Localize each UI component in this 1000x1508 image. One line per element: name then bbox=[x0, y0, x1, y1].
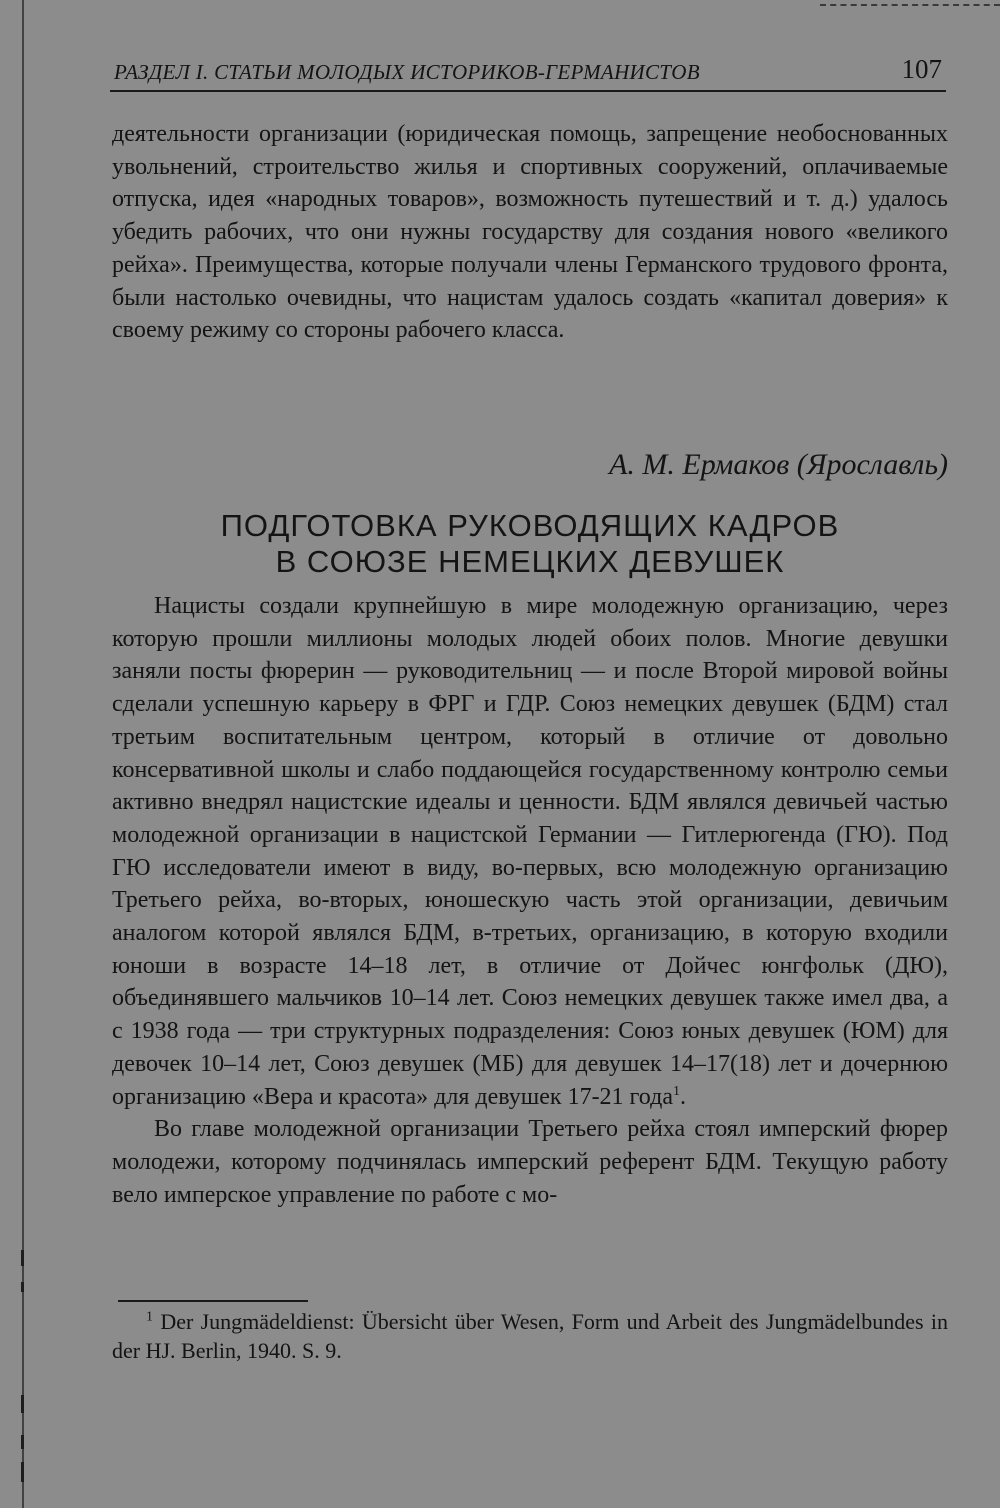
footnote-number: 1 bbox=[146, 1309, 153, 1325]
edge-mark bbox=[21, 1395, 24, 1413]
paragraph bbox=[112, 590, 948, 1113]
article-author: А. М. Ермаков (Ярославль) bbox=[609, 448, 948, 481]
paragraph: деятельности организации (юридическая помощь, запрещение необоснованных увольнений, строительство жилья и спортивных сооружений, оплачиваемые отпуска, идея «народных товаров», возможность путешествий и т. д.) удалось убедить рабочих, что они нужны государству для создания нового «великого рейха». Преимущества, которые получали члены Германского трудового фронта, были настолько очевидны, что нацистам удалось создать «капитал доверия» к своему режиму со стороны рабочего класса. bbox=[112, 121, 948, 344]
article-title-line: В СОЮЗЕ НЕМЕЦКИХ ДЕВУШЕК bbox=[275, 544, 785, 579]
edge-mark bbox=[21, 1250, 24, 1266]
previous-article-text bbox=[112, 118, 948, 347]
paragraph: Во главе молодежной организации Третьего рейха стоял имперский фюрер молодежи, которому подчинялась имперский референт БДМ. Текущую работу вело имперское управление по работе с мо- bbox=[112, 1116, 948, 1208]
running-title: РАЗДЕЛ I. СТАТЬИ МОЛОДЫХ ИСТОРИКОВ-ГЕРМАНИСТОВ bbox=[114, 60, 700, 84]
paragraph-end: . bbox=[679, 1083, 686, 1110]
edge-mark bbox=[21, 1462, 24, 1482]
footnote-text: Der Jungmädeldienst: Übersicht über Wesen, Form und Arbeit des Jungmädelbundes in der HJ. Berlin, 1940. S. 9. bbox=[112, 1309, 948, 1363]
edge-mark bbox=[21, 1282, 24, 1292]
article-title-line: ПОДГОТОВКА РУКОВОДЯЩИХ КАДРОВ bbox=[220, 508, 840, 543]
running-header bbox=[110, 50, 946, 92]
footnote-reference: 1 bbox=[672, 1083, 680, 1099]
article-body bbox=[112, 590, 948, 1211]
page-number: 107 bbox=[901, 54, 942, 84]
paragraph-text: Нацисты создали крупнейшую в мире молодежную организацию, через которую прошли миллионы молодых людей обоих полов. Многие девушки заняли посты фюрерин — руководительниц — и после Второй мировой войны сделали успешную карьеру в ФРГ и ГДР. Союз немецких девушек (БДМ) стал третьим воспитательным центром, который в отличие от довольно консервативной школы и слабо поддающейся государственному контролю семьи активно внедрял нацистские идеалы и ценности. БДМ являлся девичьей частью молодежной организации в нацистской Германии — Гитлерюгенда (ГЮ). Под ГЮ исследователи имеют в виду, во-первых, всю молодежную организацию Третьего рейха, во-вторых, юношескую часть этой организации, девичьим аналогом которой являлся БДМ, в-третьих, организацию, в которую входили юноши в возрасте 14–18 лет, в отличие от Дойчес юнгфольк (ДЮ), объединявшего мальчиков 10–14 лет. Союз немецких девушек также имел два, а с 1938 года — три структурных подразделения: Союз юных девушек (ЮМ) для девочек 10–14 лет, Союз девушек (МБ) для девушек 14–17(18) лет и дочернюю организацию «Вера и красота» для девушек 17-21 года bbox=[112, 593, 948, 1110]
footnote bbox=[112, 1307, 948, 1365]
footnote-separator bbox=[118, 1300, 308, 1302]
scan-edge-dash bbox=[820, 4, 1000, 6]
article-title bbox=[112, 508, 948, 580]
edge-mark bbox=[21, 1435, 24, 1449]
